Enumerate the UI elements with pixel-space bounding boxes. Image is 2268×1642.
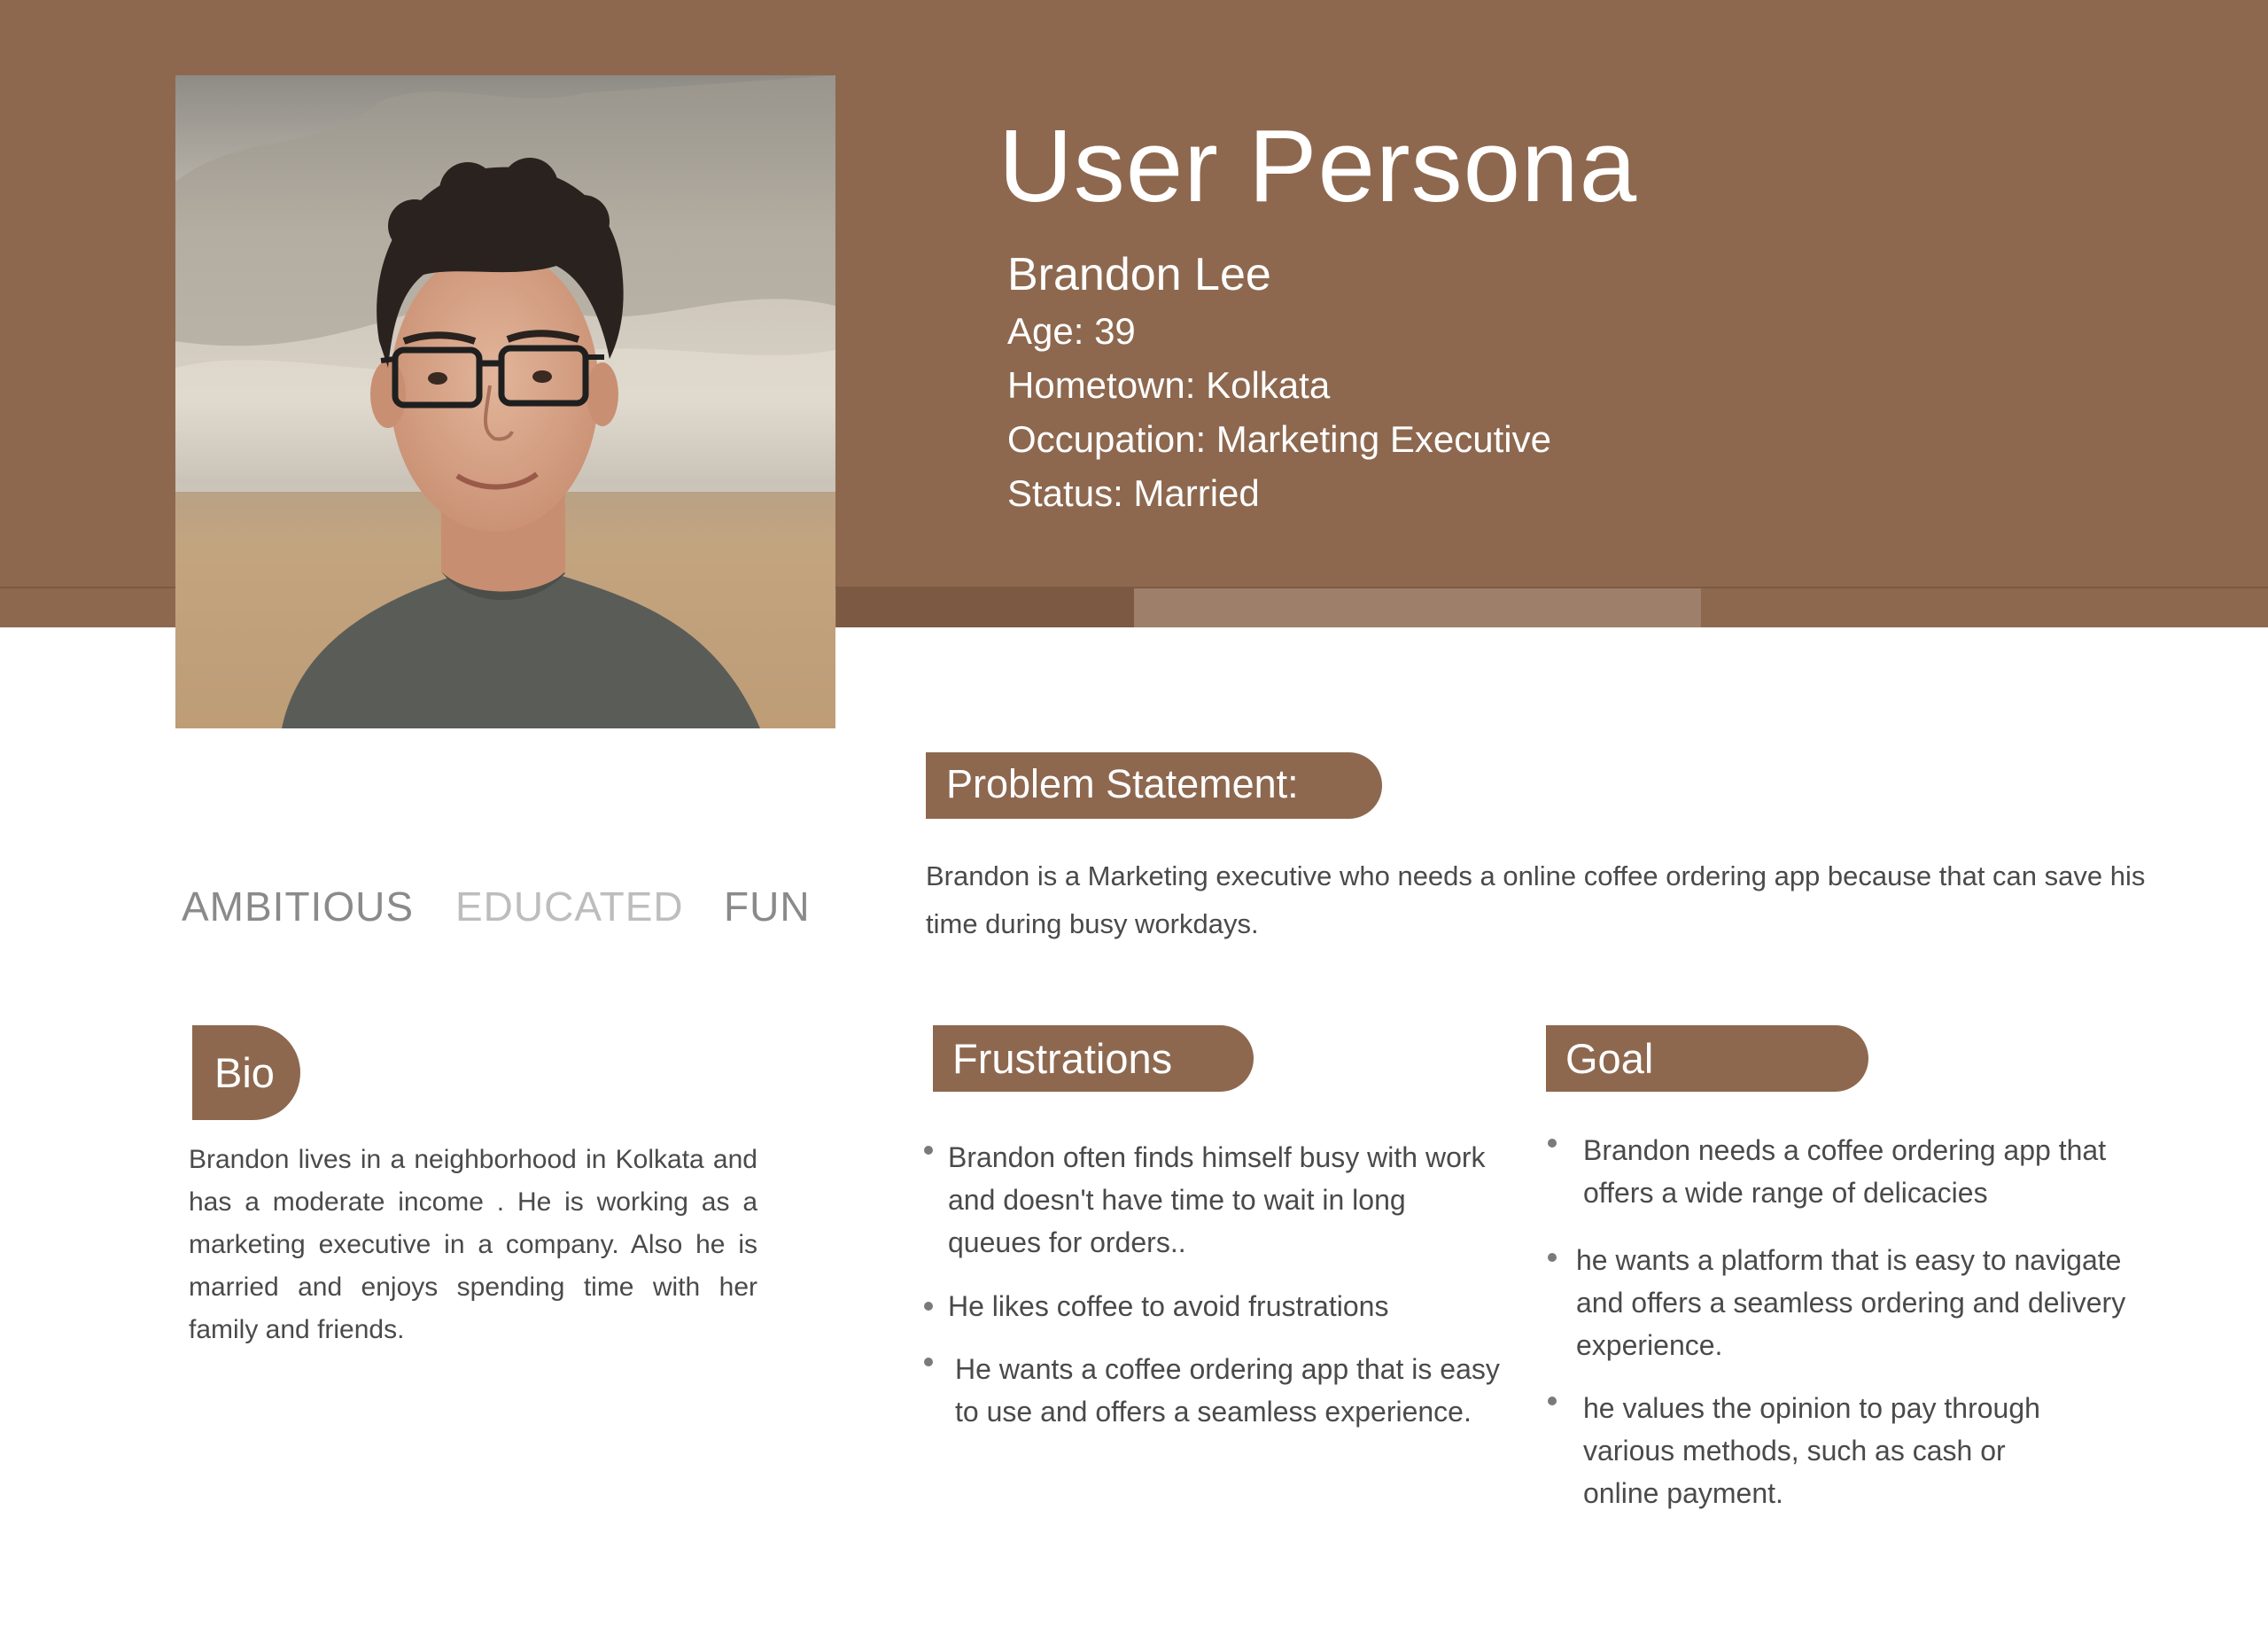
bullet-dot-icon	[924, 1146, 933, 1155]
trait-educated: EDUCATED	[455, 883, 684, 930]
persona-status: Status: Married	[1007, 472, 1260, 514]
bullet-dot-icon	[1548, 1397, 1557, 1405]
goal-item-text: he values the opinion to pay through various methods, such as cash or online payment.	[1583, 1392, 2040, 1509]
frustration-item-text: He wants a coffee ordering app that is easy to use and offers a seamless experience.	[955, 1353, 1500, 1428]
accent-strip-dark-segment	[836, 587, 1134, 627]
persona-hometown: Hometown: Kolkata	[1007, 364, 1331, 406]
frustration-item-text: Brandon often finds himself busy with work and doesn't have time to wait in long queues for orders..	[948, 1141, 1486, 1258]
persona-age: Age: 39	[1007, 310, 1136, 352]
goal-item	[1576, 1239, 2134, 1366]
accent-strip-light-segment	[1134, 587, 1701, 627]
page-title: User Persona	[998, 108, 1638, 223]
problem-statement-text: Brandon is a Marketing executive who needs a online coffee ordering app because that can save his time during busy workdays.	[926, 860, 2146, 939]
frustrations-heading: Frustrations	[933, 1025, 1254, 1092]
bullet-dot-icon	[1548, 1253, 1557, 1262]
goal-item	[1583, 1387, 2079, 1514]
problem-statement-heading: Problem Statement:	[926, 752, 1382, 819]
goal-item	[1583, 1129, 2115, 1214]
trait-fun: FUN	[724, 883, 811, 930]
bio-text: Brandon lives in a neighborhood in Kolkata and has a moderate income . He is working as a marketing executive in a company. Also he is married and enjoys spending time with her family and friends.	[189, 1145, 757, 1344]
bio-heading: Bio	[192, 1025, 300, 1120]
persona-occupation: Occupation: Marketing Executive	[1007, 418, 1551, 460]
persona-portrait-illustration	[175, 75, 835, 728]
persona-photo	[175, 75, 835, 728]
goal-item-text: Brandon needs a coffee ordering app that offers a wide range of delicacies	[1583, 1134, 2107, 1209]
bullet-dot-icon	[924, 1302, 933, 1311]
bullet-dot-icon	[1548, 1139, 1557, 1148]
persona-name: Brandon Lee	[1007, 249, 1271, 300]
bullet-dot-icon	[924, 1358, 933, 1366]
trait-ambitious: AMBITIOUS	[182, 883, 415, 930]
frustration-item	[955, 1348, 1504, 1433]
frustration-item	[948, 1136, 1497, 1264]
frustration-item-text: He likes coffee to avoid frustrations	[948, 1290, 1389, 1322]
goal-heading: Goal	[1546, 1025, 1868, 1092]
goal-item-text: he wants a platform that is easy to navigate and offers a seamless ordering and delivery experience.	[1576, 1244, 2126, 1361]
frustration-item	[948, 1285, 1497, 1327]
